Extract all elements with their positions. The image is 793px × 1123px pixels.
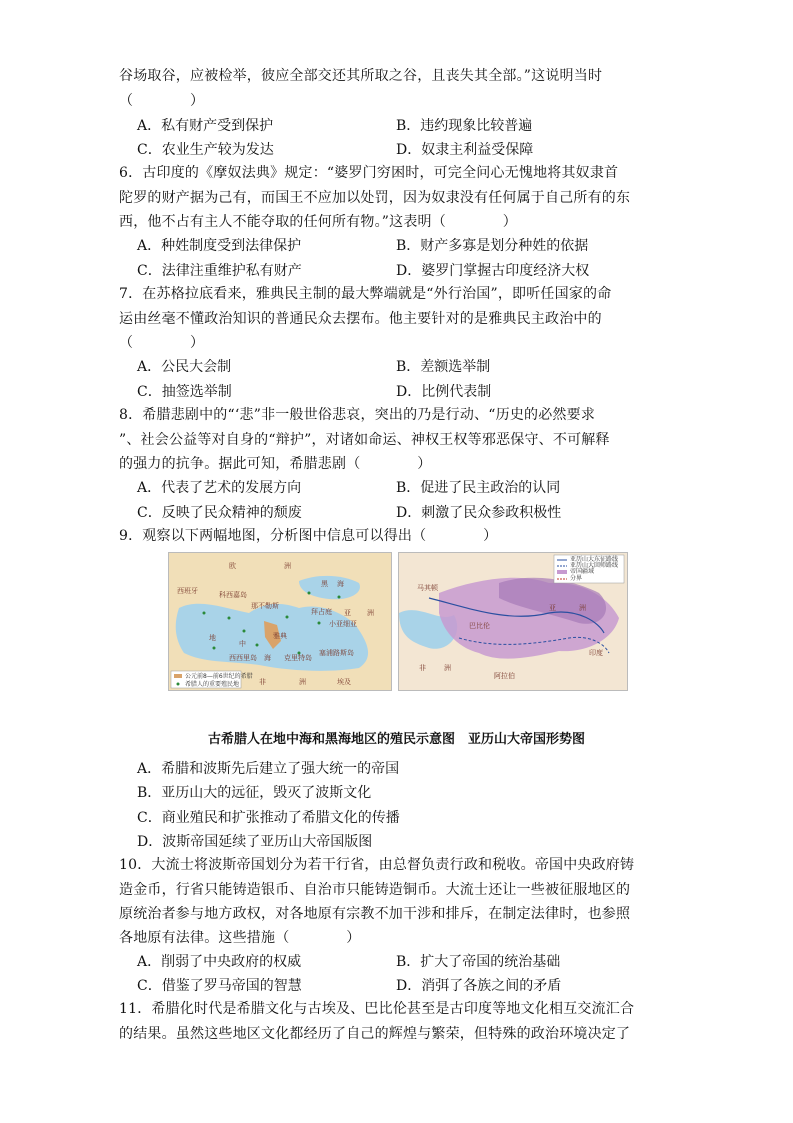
q8-option-b[interactable]: B．促进了民主政治的认同 (396, 480, 561, 496)
answer-blank: （ ） (119, 335, 205, 351)
question-6-stem: 西，他不占有主人不能夺取的任何所有物。”这表明（ ） (119, 214, 517, 230)
map-label: 亚 (344, 609, 351, 617)
question-9-stem: 9．观察以下两幅地图，分析图中信息可以得出（ ） (119, 528, 498, 544)
q7-option-c[interactable]: C．抽签选举制 (137, 384, 232, 400)
question-6-stem: 6．古印度的《摩奴法典》规定：“婆罗门穷困时，可完全问心无愧地将其奴隶首 (119, 165, 619, 181)
map-label: 雅典 (273, 632, 287, 640)
q6-option-c[interactable]: C．法律注重维护私有财产 (137, 263, 302, 279)
map-label: 洲 (367, 609, 374, 617)
map-label: 洲 (299, 678, 306, 686)
greek-colonies-map (168, 552, 392, 691)
q8-option-d[interactable]: D．刺激了民众参政积极性 (396, 505, 562, 521)
map-label: 西西里岛 (229, 654, 257, 662)
map-label: 阿拉伯 (494, 672, 515, 680)
greek-colonies-map-image (169, 553, 391, 690)
map-legend-item: 帝国疆域 (570, 568, 595, 575)
q6-option-a[interactable]: A．种姓制度受到法律保护 (137, 238, 302, 254)
question-6-stem: 陀罗的财产据为己有，而国王不应加以处罚，因为奴隶没有任何属于自己所有的东 (119, 190, 631, 206)
map-label: 海 (264, 654, 271, 662)
map-label: 洲 (444, 664, 451, 672)
q7-option-a[interactable]: A．公民大会制 (137, 359, 232, 375)
q5-option-b[interactable]: B．违约现象比较普遍 (396, 118, 533, 134)
q10-option-a[interactable]: A．削弱了中央政府的权威 (137, 954, 302, 970)
map-label: 那不勒斯 (251, 602, 279, 610)
map-legend-item: 分界 (570, 575, 583, 582)
question-11-stem: 11．希腊化时代是希腊文化与古埃及、巴比伦甚至是古印度等地文化相互交流汇合 (119, 1001, 635, 1017)
question-5-stem: 谷场取谷，应被检举，彼应全部交还其所取之谷，且丧失其全部。”这说明当时 (119, 68, 603, 84)
alexander-empire-map (398, 552, 628, 691)
question-8-stem: ”、社会公益等对自身的“辩护”，对诸如命运、神权王权等邪恶保守、不可解释 (119, 432, 610, 448)
map-label: 海 (337, 580, 344, 588)
map-label: 非 (419, 664, 426, 672)
question-10-stem: 造金币，行省只能铸造银币、自治市只能铸造铜币。大流士还让一些被征服地区的 (119, 882, 631, 898)
map-label: 西班牙 (177, 587, 198, 595)
map-legend-item: 希腊人的重要殖民地 (185, 681, 240, 688)
map-label: 欧 (229, 562, 236, 570)
map-label: 洲 (284, 562, 291, 570)
question-8-stem: 的强力的抗争。据此可知，希腊悲剧（ ） (119, 456, 432, 472)
answer-blank: （ ） (119, 93, 205, 109)
q7-option-d[interactable]: D．比例代表制 (396, 384, 492, 400)
question-10-stem: 各地原有法律。这些措施（ ） (119, 930, 361, 946)
map-legend-item: 公元前8—前6世纪的希腊 (185, 673, 253, 680)
map-label: 巴比伦 (469, 622, 490, 630)
q8-option-c[interactable]: C．反映了民众精神的颓废 (137, 505, 302, 521)
question-10-stem: 10．大流士将波斯帝国划分为若干行省，由总督负责行政和税收。帝国中央政府铸 (119, 857, 635, 873)
maps-figure (168, 552, 626, 692)
question-8-stem: 8．希腊悲剧中的“‘悲”非一般世俗悲哀，突出的乃是行动、“历史的必然要求 (119, 407, 596, 423)
map-label: 亚 (549, 604, 556, 612)
figure-caption: 古希腊人在地中海和黑海地区的殖民示意图 亚历山大帝国形势图 (207, 732, 585, 747)
map-label: 塞浦路斯岛 (319, 649, 354, 657)
q9-option-c[interactable]: C．商业殖民和扩张推动了希腊文化的传播 (137, 810, 400, 826)
map-label: 非 (259, 678, 266, 686)
map-label: 埃及 (337, 678, 351, 686)
map-legend-item: 亚历山大回师路线 (570, 562, 619, 569)
q6-option-b[interactable]: B．财产多寡是划分种姓的依据 (396, 238, 589, 254)
q8-option-a[interactable]: A．代表了艺术的发展方向 (137, 480, 302, 496)
q10-option-c[interactable]: C．借鉴了罗马帝国的智慧 (137, 978, 302, 994)
map-label: 洲 (579, 604, 586, 612)
q5-option-d[interactable]: D．奴隶主利益受保障 (396, 142, 534, 158)
q9-option-d[interactable]: D．波斯帝国延续了亚历山大帝国版图 (137, 834, 373, 850)
map-label: 克里特岛 (284, 654, 312, 662)
map-label: 马其顿 (417, 584, 438, 592)
map-label: 印度 (589, 649, 603, 657)
q9-option-a[interactable]: A．希腊和波斯先后建立了强大统一的帝国 (137, 761, 400, 777)
map-label: 拜占庭 (311, 608, 332, 616)
q6-option-d[interactable]: D．婆罗门掌握古印度经济大权 (396, 263, 590, 279)
q10-option-d[interactable]: D．消弭了各族之间的矛盾 (396, 978, 562, 994)
map-legend-item: 亚历山大东征路线 (570, 556, 619, 563)
q5-option-c[interactable]: C．农业生产较为发达 (137, 142, 274, 158)
map-label: 地 (209, 634, 216, 642)
question-7-stem: 7．在苏格拉底看来，雅典民主制的最大弊端就是“外行治国”，即听任国家的命 (119, 286, 612, 302)
map-label: 黑 (321, 580, 328, 588)
question-7-stem: 运由丝毫不懂政治知识的普通民众去摆布。他主要针对的是雅典民主政治中的 (119, 311, 602, 327)
q5-option-a[interactable]: A．私有财产受到保护 (137, 118, 274, 134)
q9-option-b[interactable]: B．亚历山大的远征，毁灭了波斯文化 (137, 785, 372, 801)
q10-option-b[interactable]: B．扩大了帝国的统治基础 (396, 954, 561, 970)
map-label: 小亚细亚 (329, 620, 357, 628)
question-10-stem: 原统治者参与地方政权，对各地原有宗教不加干涉和排斥，在制定法律时，也参照 (119, 906, 631, 922)
map-label: 科西嘉岛 (219, 591, 247, 599)
map-label: 中 (239, 640, 246, 648)
question-11-stem: 的结果。虽然这些地区文化都经历了自己的辉煌与繁荣，但特殊的政治环境决定了 (119, 1026, 631, 1042)
q7-option-b[interactable]: B．差额选举制 (396, 359, 491, 375)
